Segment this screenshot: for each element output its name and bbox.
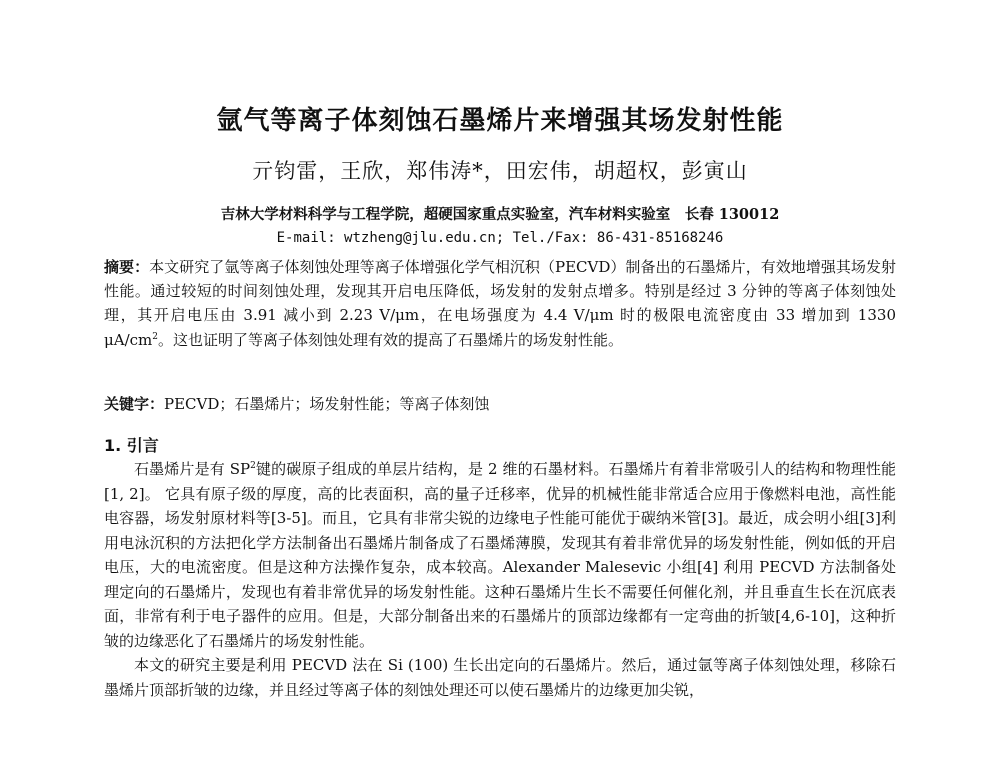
paragraph: 本文的研究主要是利用 PECVD 法在 Si (100) 生长出定向的石墨烯片。然后，通过氩等离子体刻蚀处理，移除石墨烯片顶部折皱的边缘，并且经过等离子体的刻蚀处理还可以使石墨烯片的边缘更加尖锐， [104, 656, 896, 699]
paragraph-text: 石墨烯片是有 SP [134, 460, 251, 478]
paper-title: 氩气等离子体刻蚀石墨烯片来增强其场发射性能 [216, 106, 784, 136]
paragraph [104, 457, 896, 653]
abstract [104, 255, 896, 352]
affiliation: 吉林大学材料科学与工程学院，超硬国家重点实验室，汽车材料实验室 长春 130012 [220, 206, 780, 223]
section-heading-introduction: 1. 引言 [104, 436, 159, 455]
abstract-text: 本文研究了氩等离子体刻蚀处理等离子体增强化学气相沉积（PECVD）制备出的石墨烯片，有效地增强其场发射性能。通过较短的时间刻蚀处理，发现其开启电压降低，场发射的发射点增多。特别是经过 3 分钟的等离子体刻蚀处理，其开启电压由 3.91 减小到 2.23 V/μm，在电场强度为 4.4 V/μm 时的极限电流密度由 33 增加到 1330 μA/cm [104, 258, 896, 349]
abstract-superscript: 2 [152, 331, 158, 342]
introduction-body [104, 457, 896, 702]
paragraph-text: 键的碳原子组成的单层片结构，是 2 维的石墨材料。石墨烯片有着非常吸引人的结构和物理性能[1, 2]。 它具有原子级的厚度，高的比表面积，高的量子迁移率，优异的机械性能非常适合应用于像燃料电池，高性能电容器，场发射原材料等[3-5]。而且，它具有非常尖锐的边缘电子性能可能优于碳纳米管[3]。最近，成会明小组[3]利用电泳沉积的方法把化学方法制备出石墨烯片制备成了石墨烯薄膜，发现其有着非常优异的场发射性能，例如低的开启电压，大的电流密度。但是这种方法操作复杂，成本较高。Alexander Malesevic 小组[4] 利用 PECVD 方法制备处理定向的石墨烯片，发现也有着非常优异的场发射性能。这种石墨烯片生长不需要任何催化剂，并且垂直生长在沉底表面，非常有利于电子器件的应用。但是，大部分制备出来的石墨烯片的顶部边缘都有一定弯曲的折皱[4,6-10]，这种折皱的边缘恶化了石墨烯片的场发射性能。 [104, 460, 896, 650]
keywords-label: 关键字： [104, 395, 165, 413]
keywords-text: PECVD；石墨烯片；场发射性能；等离子体刻蚀 [164, 395, 490, 413]
superscript: 2 [250, 461, 256, 471]
contact-info: E-mail: wtzheng@jlu.edu.cn; Tel./Fax: 86-431-85168246 [276, 230, 724, 246]
keywords [104, 393, 896, 414]
author-list: 亓钧雷，王欣，郑伟涛*，田宏伟，胡超权，彭寅山 [252, 159, 748, 183]
abstract-text-end: 。这也证明了等离子体刻蚀处理有效的提高了石墨烯片的场发射性能。 [158, 330, 624, 349]
abstract-label: 摘要： [104, 258, 150, 276]
